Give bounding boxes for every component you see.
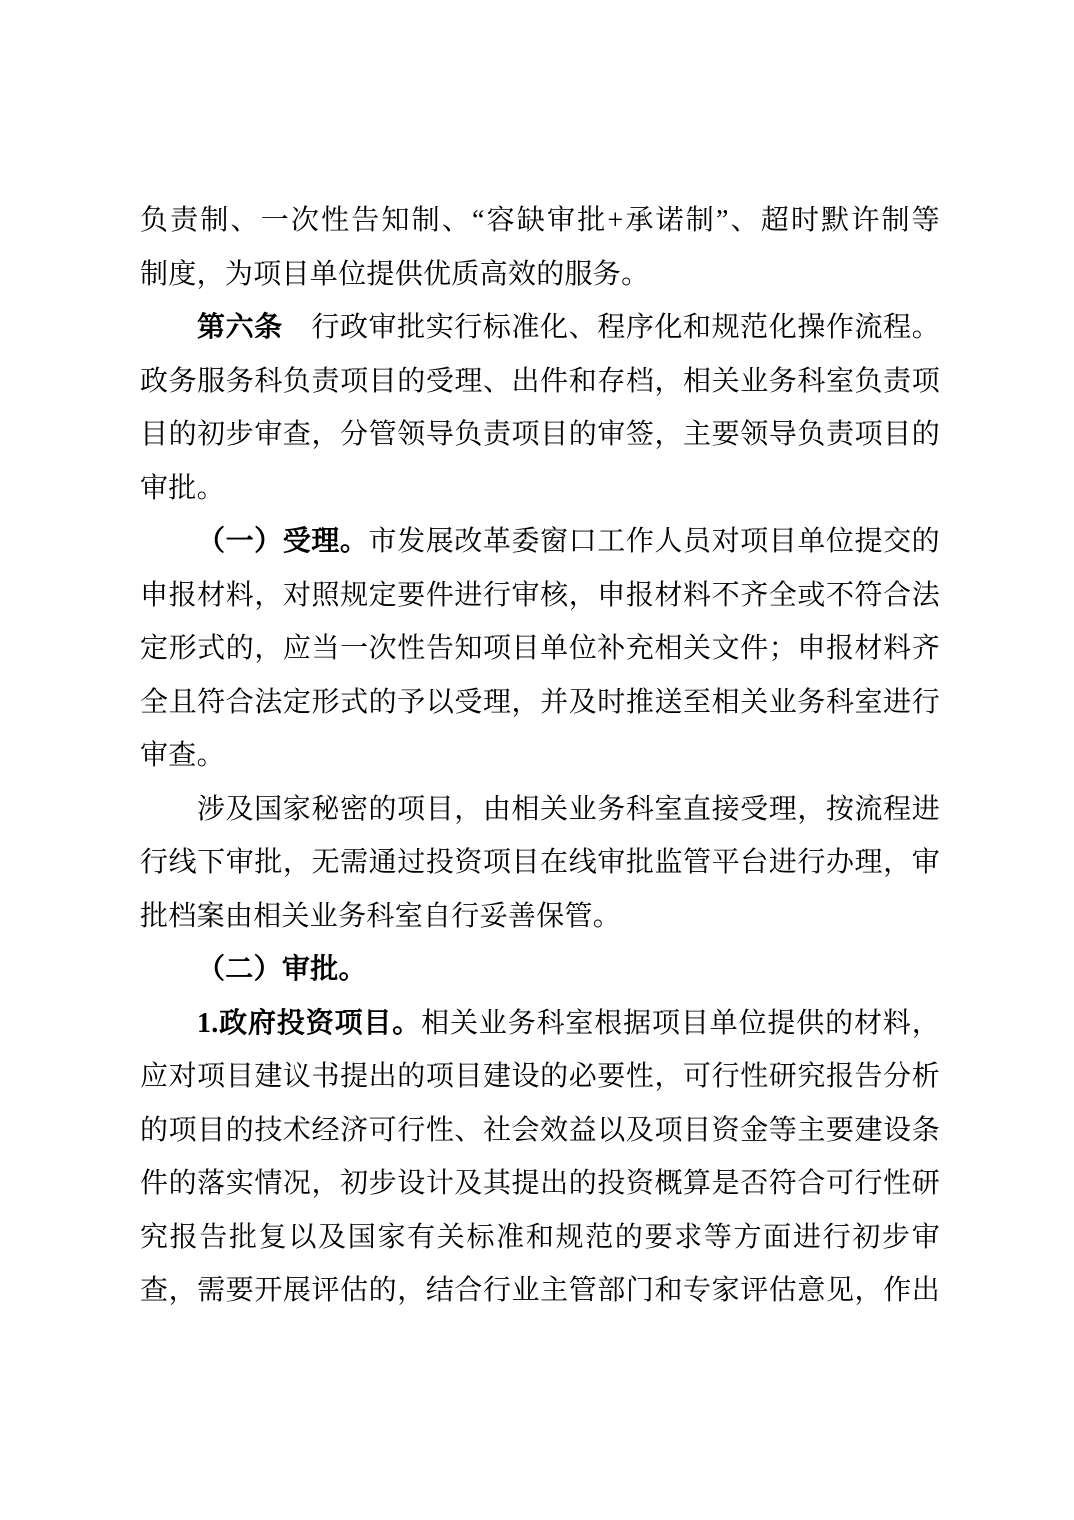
text-run: 定形式的，应当一次性告知项目单位补充相关文件；申报材料齐 — [140, 633, 940, 664]
text-line — [140, 408, 940, 462]
text-line — [140, 462, 940, 516]
text-line — [140, 301, 940, 355]
text-run: 政务服务科负责项目的受理、出件和存档，相关业务科室负责项 — [140, 365, 940, 397]
heading-run: 第六条 — [197, 312, 283, 343]
text-run: 全且符合法定形式的予以受理，并及时推送至相关业务科室进行 — [140, 686, 940, 718]
text-run: 批档案由相关业务科室自行妥善保管。 — [140, 900, 622, 932]
heading-run: （一）受理。 — [197, 526, 369, 557]
text-run: 究报告批复以及国家有关标准和规范的要求等方面进行初步审 — [140, 1221, 940, 1253]
text-line — [140, 729, 940, 783]
text-line — [140, 1157, 940, 1211]
text-line — [140, 515, 940, 569]
text-run: 的项目的技术经济可行性、社会效益以及项目资金等主要建设条 — [140, 1114, 940, 1146]
text-line — [140, 248, 940, 302]
text-run: 应对项目建议书提出的项目建设的必要性，可行性研究报告分析 — [140, 1061, 940, 1092]
text-line — [140, 1211, 940, 1265]
text-run: 查，需要开展评估的，结合行业主管部门和专家评估意见，作出 — [140, 1275, 940, 1306]
text-line — [140, 1050, 940, 1104]
text-run: 申报材料，对照规定要件进行审核，申报材料不齐全或不符合法 — [140, 579, 940, 611]
text-line — [140, 622, 940, 676]
text-run: 审查。 — [140, 740, 225, 771]
text-run: 审批。 — [140, 472, 225, 504]
text-run: 行政审批实行标准化、程序化和规范化操作流程。 — [282, 312, 940, 343]
text-run: 相关业务科室根据项目单位提供的材料， — [421, 1007, 941, 1039]
text-line — [140, 194, 940, 248]
text-run: 目的初步审查，分管领导负责项目的审签，主要领导负责项目的 — [140, 419, 940, 450]
text-line — [140, 997, 940, 1051]
text-line — [140, 676, 940, 730]
text-run: 涉及国家秘密的项目，由相关业务科室直接受理，按流程进 — [197, 793, 940, 825]
text-line — [140, 569, 940, 623]
heading-run: 1.政府投资项目。 — [197, 1007, 422, 1039]
text-run: 市发展改革委窗口工作人员对项目单位提交的 — [368, 526, 940, 557]
text-run: 制度，为项目单位提供优质高效的服务。 — [140, 258, 650, 290]
text-run: 负责制、一次性告知制、“容缺审批+承诺制”、超时默许制等 — [140, 205, 940, 236]
text-line — [140, 1104, 940, 1158]
text-line — [140, 1264, 940, 1318]
text-line — [140, 890, 940, 944]
text-line — [140, 355, 940, 409]
text-line — [140, 836, 940, 890]
text-run: 件的落实情况，初步设计及其提出的投资概算是否符合可行性研 — [140, 1168, 940, 1199]
document-text-block — [140, 194, 940, 1318]
text-line — [140, 783, 940, 837]
text-line — [140, 943, 940, 997]
text-run: 行线下审批，无需通过投资项目在线审批监管平台进行办理，审 — [140, 847, 940, 878]
heading-run: （二）审批。 — [197, 954, 367, 985]
